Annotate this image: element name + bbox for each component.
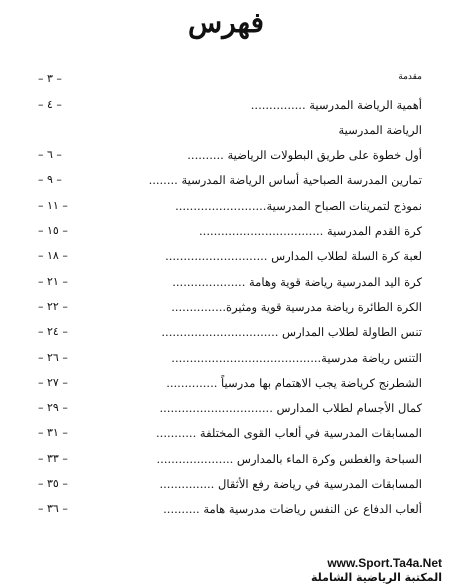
toc-page-number: – ٢٦ –: [38, 350, 68, 364]
toc-page-number: – ١٥ –: [38, 224, 68, 238]
toc-row: [38, 441, 422, 466]
toc-row: [38, 416, 422, 441]
toc-page-number: – ٢٤ –: [38, 325, 68, 339]
toc-entry-title: مقدمة: [398, 72, 422, 83]
toc-entry-title: لعبة كرة السلة لطلاب المدارس ............................: [165, 249, 422, 264]
website-url[interactable]: www.Sport.Ta4a.Net: [327, 556, 442, 570]
toc-row: [38, 290, 422, 315]
toc-row: [38, 87, 422, 112]
toc-entry-title: السباحة والغطس وكرة الماء بالمدارس .....................: [156, 451, 422, 466]
toc-page-number: – ٣٦ –: [38, 502, 68, 516]
toc-page-number: – ٣٥ –: [38, 477, 68, 491]
toc-row: [38, 467, 422, 492]
toc-entry-title: ألعاب الدفاع عن النفس رياضات مدرسية هامة ..........: [163, 502, 422, 517]
toc-row: [38, 366, 422, 391]
toc-row: [38, 315, 422, 340]
toc-page-number: – ١١ –: [38, 198, 68, 212]
toc-page-number: – ٣٣ –: [38, 451, 68, 465]
toc-row: [38, 391, 422, 416]
toc-page-number: – ٢٩ –: [38, 401, 68, 415]
toc-entry-title: الكرة الطائرة رياضة مدرسية قوية ومثيرة...............: [171, 299, 422, 314]
library-name: المكتبة الرياضية الشاملة: [311, 571, 442, 584]
toc-row: [38, 163, 422, 188]
toc-entry-title: تمارين المدرسة الصباحية أساس الرياضة المدرسية ........: [148, 173, 422, 188]
toc-entry-title: الشطرنج كرياضة يجب الاهتمام بها مدرسياً ..............: [166, 375, 422, 390]
toc-entry-title: تنس الطاولة لطلاب المدارس ................................: [161, 325, 422, 340]
toc-entry-title: المسابقات المدرسية في رياضة رفع الأثقال ...............: [159, 477, 422, 492]
table-of-contents: [38, 62, 422, 517]
toc-row: [38, 340, 422, 365]
toc-row: [38, 113, 422, 138]
toc-row: [38, 62, 422, 87]
toc-section-heading: الرياضة المدرسية: [338, 122, 422, 137]
toc-entry-title: أول خطوة على طريق البطولات الرياضية ..........: [187, 148, 422, 163]
toc-row: [38, 188, 422, 213]
toc-entry-title: المسابقات المدرسية في ألعاب القوى المختلفة ...........: [156, 426, 422, 441]
toc-page-number: – ٩ –: [38, 173, 62, 187]
footer-branding: [311, 556, 442, 584]
toc-row: [38, 264, 422, 289]
toc-entry-title: كمال الأجسام لطلاب المدارس ...............................: [159, 401, 422, 416]
toc-page-number: – ١٨ –: [38, 249, 68, 263]
toc-page-number: – ٢٧ –: [38, 375, 68, 389]
toc-entry-title: كرة اليد المدرسية رياضة قوية وهامة ....................: [172, 274, 422, 289]
toc-page-number: – ٤ –: [38, 97, 62, 111]
toc-page-number: – ٦ –: [38, 148, 62, 162]
toc-row: [38, 492, 422, 517]
toc-row: [38, 214, 422, 239]
toc-entry-title: أهمية الرياضة المدرسية ...............: [250, 97, 422, 112]
toc-row: [38, 239, 422, 264]
toc-entry-title: نموذج لتمرينات الصباح المدرسية.........................: [175, 198, 422, 213]
toc-page-number: – ٣ –: [38, 72, 62, 86]
toc-row: [38, 138, 422, 163]
toc-entry-title: التنس رياضة مدرسية.........................................: [171, 350, 422, 365]
toc-page-number: – ٢١ –: [38, 274, 68, 288]
page-title: فهرس: [188, 6, 264, 39]
toc-page-number: – ٣١ –: [38, 426, 68, 440]
toc-page-number: – ٢٢ –: [38, 299, 68, 313]
toc-entry-title: كرة القدم المدرسية ..................................: [199, 224, 422, 239]
